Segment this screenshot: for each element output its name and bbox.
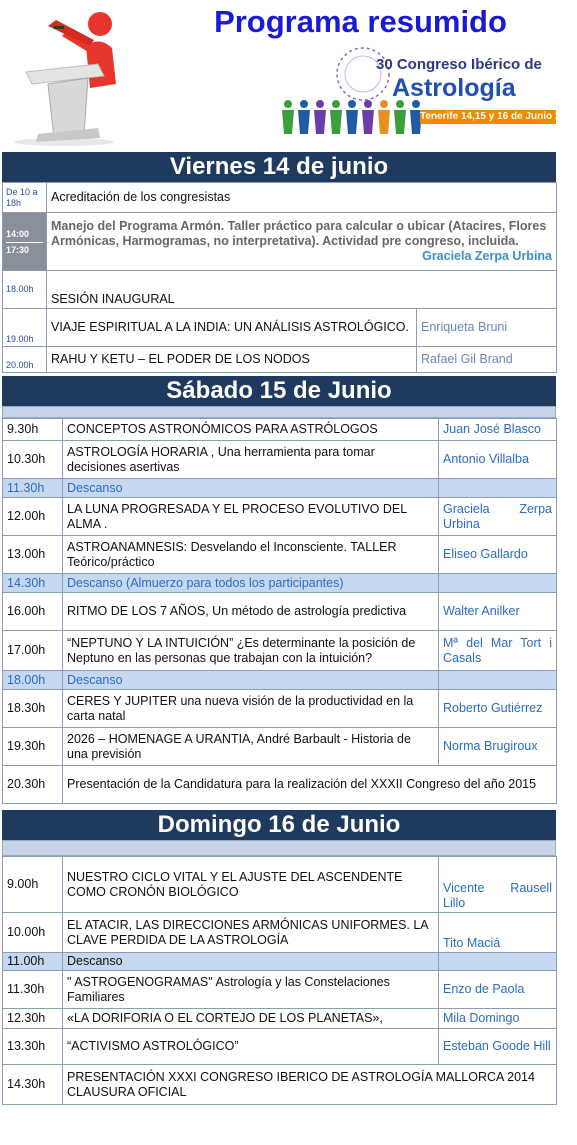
table-row bbox=[3, 671, 557, 690]
speaker-cell: Esteban Goode Hill bbox=[439, 1029, 557, 1065]
table-row bbox=[3, 419, 557, 441]
time-cell: 18.30h bbox=[3, 690, 63, 728]
activity-cell: SESIÓN INAUGURAL bbox=[47, 271, 557, 309]
table-row bbox=[3, 593, 557, 631]
time-cell: 11.30h bbox=[3, 479, 63, 498]
speaker-name: Graciela Zerpa Urbina bbox=[422, 249, 553, 263]
time-cell: 12.00h bbox=[3, 498, 63, 536]
time-end: 17:30 bbox=[6, 242, 43, 256]
time-cell: 12.30h bbox=[3, 1009, 63, 1029]
table-row bbox=[3, 213, 557, 271]
activity-cell: CONCEPTOS ASTRONÓMICOS PARA ASTRÓLOGOS bbox=[63, 419, 439, 441]
table-row bbox=[3, 536, 557, 574]
speaker-cell: Tito Maciá bbox=[439, 913, 557, 953]
day-header-saturday: Sábado 15 de Junio bbox=[2, 376, 556, 406]
saturday-schedule-table bbox=[2, 418, 557, 804]
time-cell: 13.00h bbox=[3, 536, 63, 574]
day-header-sunday: Domingo 16 de Junio bbox=[2, 810, 556, 840]
activity-cell: LA LUNA PROGRESADA Y EL PROCESO EVOLUTIVO DEL ALMA . bbox=[63, 498, 439, 536]
page-title: Programa resumido bbox=[214, 4, 507, 39]
table-row bbox=[3, 183, 557, 213]
activity-cell: PRESENTACIÓN XXXI CONGRESO IBERICO DE ASTROLOGÍA MALLORCA 2014 CLAUSURA OFICIAL bbox=[63, 1065, 557, 1105]
activity-text: Manejo del Programa Armón. Taller práctico para calcular o ubicar (Atacires, Flores Armónicas, Harmogramas, no interpretativa). Actividad pre congreso, incluida. bbox=[51, 219, 547, 248]
activity-cell: RITMO DE LOS 7 AÑOS, Un método de astrología predictiva bbox=[63, 593, 439, 631]
activity-cell: EL ATACIR, LAS DIRECCIONES ARMÓNICAS UNIFORMES. LA CLAVE PERDIDA DE LA ASTROLOGÍA bbox=[63, 913, 439, 953]
activity-cell: VIAJE ESPIRITUAL A LA INDIA: UN ANÁLISIS ASTROLÓGICO. bbox=[47, 309, 417, 347]
time-cell: 9.30h bbox=[3, 419, 63, 441]
time-cell bbox=[3, 213, 47, 271]
logo-line1: 30 Congreso Ibérico de bbox=[376, 56, 542, 73]
activity-cell: Presentación de la Candidatura para la realización del XXXII Congreso del año 2015 bbox=[63, 766, 557, 804]
table-row bbox=[3, 971, 557, 1009]
speaker-cell: Walter Anilker bbox=[439, 593, 557, 631]
activity-cell: Descanso bbox=[63, 671, 439, 690]
table-row bbox=[3, 690, 557, 728]
activity-cell: RAHU Y KETU – EL PODER DE LOS NODOS bbox=[47, 347, 417, 373]
activity-cell: Descanso bbox=[63, 953, 439, 971]
speaker-cell: Mila Domingo bbox=[439, 1009, 557, 1029]
time-cell: 10.30h bbox=[3, 441, 63, 479]
time-cell: 19.00h bbox=[3, 309, 47, 347]
activity-cell bbox=[47, 213, 557, 271]
time-cell: 19.30h bbox=[3, 728, 63, 766]
time-cell: 13.30h bbox=[3, 1029, 63, 1065]
table-row bbox=[3, 857, 557, 913]
speaker-cell: Eliseo Gallardo bbox=[439, 536, 557, 574]
saturday-spacer-band bbox=[2, 406, 556, 418]
activity-cell: «LA DORIFORIA O EL CORTEJO DE LOS PLANETAS», bbox=[63, 1009, 439, 1029]
table-row bbox=[3, 574, 557, 593]
speaker-cell: Vicente Rausell Lillo bbox=[439, 857, 557, 913]
table-row bbox=[3, 309, 557, 347]
table-row bbox=[3, 498, 557, 536]
time-cell: 14.30h bbox=[3, 1065, 63, 1105]
time-cell: 20.30h bbox=[3, 766, 63, 804]
time-cell: 16.00h bbox=[3, 593, 63, 631]
table-row bbox=[3, 913, 557, 953]
activity-cell: ASTROANAMNESIS: Desvelando el Inconsciente. TALLER Teórico/práctico bbox=[63, 536, 439, 574]
speaker-cell: Rafael Gil Brand bbox=[417, 347, 557, 373]
table-row bbox=[3, 1065, 557, 1105]
time-cell: 10.00h bbox=[3, 913, 63, 953]
table-row bbox=[3, 631, 557, 671]
speaker-cell: Antonio Villalba bbox=[439, 441, 557, 479]
speaker-cell: Norma Brugiroux bbox=[439, 728, 557, 766]
table-row bbox=[3, 1009, 557, 1029]
page-header bbox=[0, 0, 577, 150]
time-cell: 11.30h bbox=[3, 971, 63, 1009]
speaker-cell bbox=[439, 671, 557, 690]
activity-cell: " ASTROGENOGRAMAS" Astrología y las Constelaciones Familiares bbox=[63, 971, 439, 1009]
table-row bbox=[3, 479, 557, 498]
table-row bbox=[3, 441, 557, 479]
logo-line2: Astrología bbox=[392, 74, 516, 102]
time-cell: De 10 a 18h bbox=[3, 183, 47, 213]
activity-cell: Descanso bbox=[63, 479, 439, 498]
table-row bbox=[3, 766, 557, 804]
time-cell: 17.00h bbox=[3, 631, 63, 671]
time-cell: 14.30h bbox=[3, 574, 63, 593]
speaker-podium-illustration bbox=[8, 6, 120, 146]
friday-schedule-table bbox=[2, 182, 557, 373]
table-row bbox=[3, 347, 557, 373]
activity-cell: CERES Y JUPITER una nueva visión de la productividad en la carta natal bbox=[63, 690, 439, 728]
time-start: 14:00 bbox=[6, 228, 30, 239]
day-header-friday: Viernes 14 de junio bbox=[2, 152, 556, 182]
activity-cell: Descanso (Almuerzo para todos los participantes) bbox=[63, 574, 439, 593]
speaker-cell bbox=[439, 953, 557, 971]
speaker-cell bbox=[439, 574, 557, 593]
speaker-cell: Juan José Blasco bbox=[439, 419, 557, 441]
speaker-cell: Enzo de Paola bbox=[439, 971, 557, 1009]
speaker-cell: Mª del Mar Tort i Casals bbox=[439, 631, 557, 671]
time-cell: 9.00h bbox=[3, 857, 63, 913]
congress-logo bbox=[280, 44, 577, 144]
speaker-cell: Graciela Zerpa Urbina bbox=[439, 498, 557, 536]
activity-cell: “NEPTUNO Y LA INTUICIÓN” ¿Es determinante la posición de Neptuno en las personas que trabajan con la intuición? bbox=[63, 631, 439, 671]
sunday-spacer-band bbox=[2, 840, 556, 856]
time-cell: 11.00h bbox=[3, 953, 63, 971]
activity-cell: ASTROLOGÍA HORARIA , Una herramienta para tomar decisiones asertivas bbox=[63, 441, 439, 479]
people-chain-icon bbox=[280, 98, 430, 138]
activity-cell: Acreditación de los congresistas bbox=[47, 183, 557, 213]
time-cell: 18.00h bbox=[3, 671, 63, 690]
speaker-cell bbox=[439, 479, 557, 498]
table-row bbox=[3, 728, 557, 766]
sunday-schedule-table bbox=[2, 856, 557, 1105]
logo-dates: Tenerife 14,15 y 16 de Junio 2013 bbox=[420, 111, 577, 122]
activity-cell: “ACTIVISMO ASTROLÓGICO” bbox=[63, 1029, 439, 1065]
time-cell: 20.00h bbox=[3, 347, 47, 373]
table-row bbox=[3, 271, 557, 309]
speaker-cell: Roberto Gutiérrez bbox=[439, 690, 557, 728]
table-row bbox=[3, 1029, 557, 1065]
speaker-cell: Enriqueta Bruni bbox=[417, 309, 557, 347]
table-row bbox=[3, 953, 557, 971]
time-cell: 18.00h bbox=[3, 271, 47, 309]
activity-cell: NUESTRO CICLO VITAL Y EL AJUSTE DEL ASCENDENTE COMO CRONÓN BIOLÓGICO bbox=[63, 857, 439, 913]
activity-cell: 2026 – HOMENAGE A URANTIA, André Barbault - Historia de una previsión bbox=[63, 728, 439, 766]
